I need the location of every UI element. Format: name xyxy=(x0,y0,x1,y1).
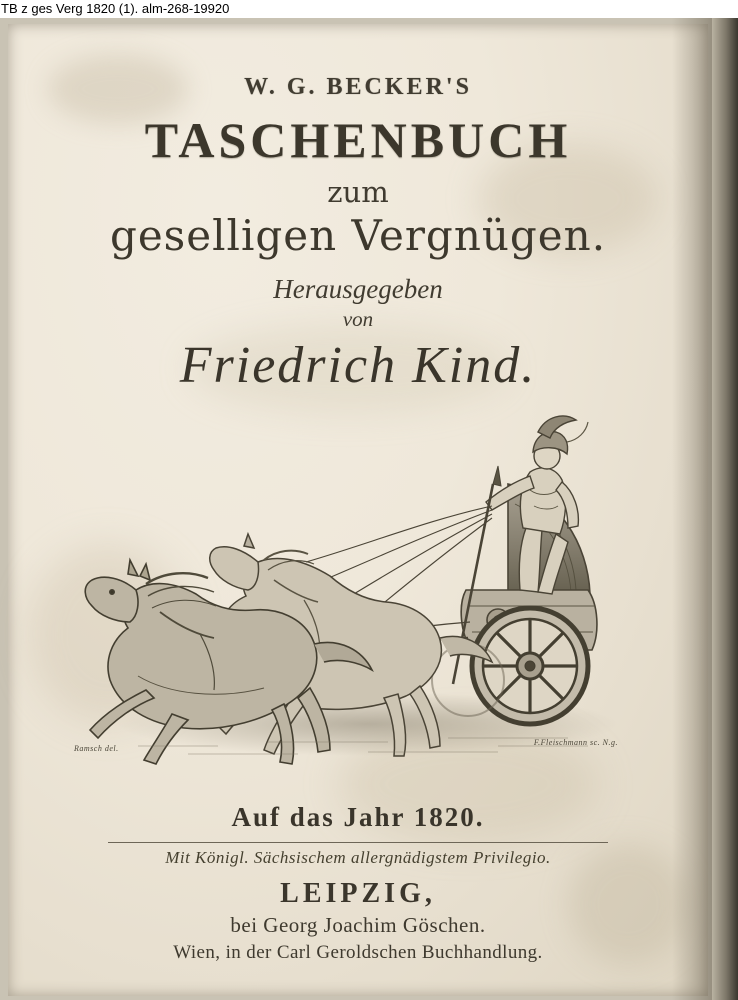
chariot-engraving xyxy=(68,394,648,784)
edited-label-line: Herausgegeben xyxy=(273,274,443,304)
subtitle-line: geselligen Vergnügen. xyxy=(109,211,607,260)
title-block xyxy=(8,74,708,395)
engraver-credit-left: Ramsch del. xyxy=(74,744,119,753)
binding-shadow xyxy=(672,18,712,1000)
engraver-credit-right: F.Fleischmann sc. N.g. xyxy=(533,738,618,747)
chariot-engraving-svg xyxy=(68,394,648,784)
editor-name-line: Friedrich Kind. xyxy=(179,337,537,394)
horizontal-rule xyxy=(108,842,608,843)
scan-caption-text: TB z ges Verg 1820 (1). alm-268-19920 xyxy=(1,1,230,16)
zum-line: zum xyxy=(327,175,389,209)
year-line: Auf das Jahr 1820. xyxy=(231,802,485,832)
city-line: LEIPZIG, xyxy=(280,878,436,909)
book-page xyxy=(8,24,708,996)
scanned-page-image xyxy=(0,18,738,1000)
scan-caption-bar xyxy=(0,0,229,18)
main-title-line: TASCHENBUCH xyxy=(144,112,572,168)
publisher-line: bei Georg Joachim Göschen. xyxy=(230,913,486,937)
von-line: von xyxy=(342,307,374,331)
author-possessive-line: W. G. BECKER'S xyxy=(244,74,472,100)
vienna-bookseller-line: Wien, in der Carl Geroldschen Buchhandlung. xyxy=(173,942,543,963)
privilege-line: Mit Königl. Sächsischem allergnädigstem Privilegio. xyxy=(165,848,551,867)
book-binding-gutter xyxy=(712,18,738,1000)
imprint-block xyxy=(8,802,708,964)
